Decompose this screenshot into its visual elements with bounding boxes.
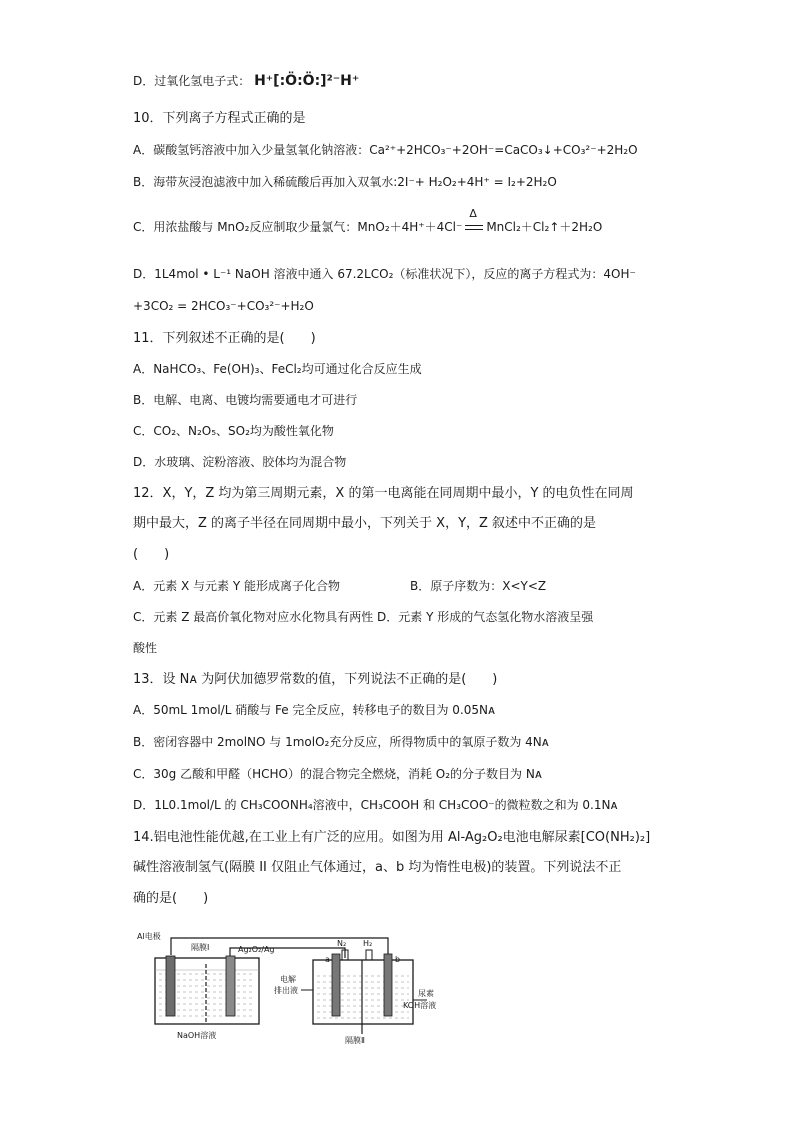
q13-option-c: C．30g 乙酸和甲醛（HCHO）的混合物完全燃烧，消耗 O₂的分子数目为 Nᴀ [133,767,542,781]
q12-stem-line1: 12．X，Y，Z 均为第三周期元素，X 的第一电离能在同周期中最小，Y 的电负性在同周 [133,486,634,501]
cell-electrolyte [317,976,409,1018]
q12-option-cd-line2: 酸性 [133,641,158,655]
electrode-b [384,954,392,1016]
q10-option-a: A．碳酸氢钙溶液中加入少量氢氧化钠溶液：Ca²⁺+2HCO₃⁻+2OH⁻=CaCO₃↓+CO₃²⁻+2H₂O [133,143,638,157]
n2-label: N₂ [337,939,347,948]
q12-stem-line3: ( ) [133,547,170,562]
q10-option-d-line1: D．1L4mol • L⁻¹ NaOH 溶液中通入 67.2LCO₂（标准状况下），反应的离子方程式为：4OH⁻ [133,267,636,281]
q11-option-b: B．电解、电离、电镀均需要通电才可进行 [133,393,358,407]
q12-option-cd-line1: C．元素 Z 最高价氧化物对应水化物具有两性 D．元素 Y 形成的气态氢化物水溶液呈强 [133,610,594,624]
electrode-a-label: a [325,955,330,964]
q11-stem: 11．下列叙述不正确的是( ) [133,331,316,346]
q10-option-c-left: C．用浓盐酸与 MnO₂反应制取少量氯气：MnO₂＋4H⁺＋4Cl⁻ [133,220,463,234]
q12-stem-line2: 期中最大，Z 的离子半径在同周期中最小，下列关于 X，Y，Z 叙述中不正确的是 [133,516,597,531]
q13-option-d: D．1L0.1mol/L 的 CH₃COONH₄溶液中，CH₃COOH 和 CH₃COO⁻的微粒数之和为 0.1Nᴀ [133,798,618,812]
electrolysis-cell [313,960,413,1024]
q14-stem-line1: 14.铝电池性能优越,在工业上有广泛的应用。如图为用 Al-Ag₂O₂电池电解尿素[CO(NH₂)₂] [133,830,651,845]
membrane2-label: 隔膜Ⅱ [345,1036,365,1045]
heating-symbol: Δ [469,207,477,220]
gas-outlets [342,950,372,960]
q13-option-a: A．50mL 1mol/L 硝酸与 Fe 完全反应，转移电子的数目为 0.05Nᴀ [133,703,496,717]
q9-option-d [133,74,359,88]
q14-stem-line3: 确的是( ) [133,891,209,906]
q10-option-d-line2: +3CO₂ = 2HCO₃⁻+CO₃²⁻+H₂O [133,299,314,313]
q11-option-d: D．水玻璃、淀粉溶液、胶体均为混合物 [133,455,347,469]
q10-option-c [133,207,603,234]
naoh-label: NaOH溶液 [177,1031,217,1040]
ag-electrode-plate [226,956,235,1016]
electrode-b-label: b [395,955,401,964]
q10-stem: 10．下列离子方程式正确的是 [133,111,306,126]
q14-stem-line2: 碱性溶液制氢气(隔膜 II 仅阻止气体通过，a、b 均为惰性电极)的装置。下列说法不正 [133,860,622,875]
q11-option-a: A．NaHCO₃、Fe(OH)₃、FeCl₂均可通过化合反应生成 [133,362,422,376]
electrolysis-diagram [133,930,453,1045]
q9-option-d-prefix: D．过氧化氢电子式： [133,74,251,88]
ag-electrode-label: Ag₂O₂/Ag [238,945,275,954]
membrane1-label: 隔膜Ⅰ [191,943,210,952]
al-electrode-plate [166,956,175,1016]
q12-option-a: A．元素 X 与元素 Y 能形成离子化合物 [133,579,341,593]
h2-label: H₂ [363,939,373,948]
q13-stem: 13．设 Nᴀ 为阿伏加德罗常数的值，下列说法不正确的是( ) [133,672,498,687]
urea-label: 尿素 [418,989,434,998]
q13-option-b: B．密闭容器中 2molNO 与 1molO₂充分反应，所得物质中的氧原子数为 4Nᴀ [133,735,549,749]
q10-option-b: B．海带灰浸泡滤液中加入稀硫酸后再加入双氧水:2I⁻+ H₂O₂+4H⁺ = I₂+2H₂O [133,175,557,189]
effluent-label-1: 电解 [280,975,296,984]
q12-option-b: B．原子序数为：X<Y<Z [410,579,547,593]
al-electrode-label: Al电极 [137,932,161,941]
q10-option-c-right: MnCl₂＋Cl₂↑＋2H₂O [486,220,603,234]
heating-arrow [462,207,486,233]
koh-label: KOH溶液 [403,1001,437,1010]
q11-option-c: C．CO₂、N₂O₅、SO₂均为酸性氧化物 [133,424,334,438]
effluent-label-2: 排出液 [274,986,298,995]
electrode-a [332,954,340,1016]
peroxide-electron-formula: H⁺[:Ö:Ö:]²⁻H⁺ [254,73,360,89]
